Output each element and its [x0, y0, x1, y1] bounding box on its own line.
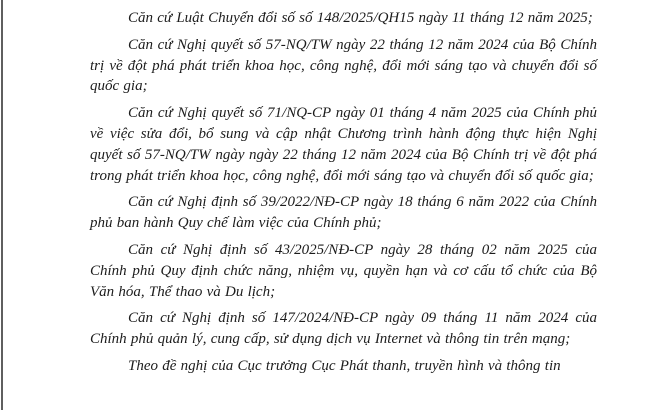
page-left-edge-line: [1, 0, 3, 410]
citation-resolution-57-nq-tw: Căn cứ Nghị quyết số 57-NQ/TW ngày 22 tháng 12 năm 2024 của Bộ Chính trị về đột phá phát triển khoa học, công nghệ, đổi mới sáng tạo và chuyển đổi số quốc gia;: [90, 36, 597, 95]
document-body: [90, 8, 597, 383]
citation-decree-147-2024: Căn cứ Nghị định số 147/2024/NĐ-CP ngày 09 tháng 11 năm 2024 của Chính phủ quản lý, cung cấp, sử dụng dịch vụ Internet và thông tin trên mạng;: [90, 310, 597, 348]
proposal-clause: Theo đề nghị của Cục trưởng Cục Phát thanh, truyền hình và thông tin: [128, 357, 561, 374]
citation-resolution-71-nq-cp: Căn cứ Nghị quyết số 71/NQ-CP ngày 01 tháng 4 năm 2025 của Chính phủ về việc sửa đổi, bổ sung và cập nhật Chương trình hành động thực hiện Nghị quyết số 57-NQ/TW ngày ngày 22 tháng 12 năm 2024 của Bộ Chính trị về đột phá trong phát triển khoa học, công nghệ, đổi mới sáng tạo và chuyển đổi số quốc gia;: [90, 105, 597, 184]
citation-decree-39-2022: Căn cứ Nghị định số 39/2022/NĐ-CP ngày 18 tháng 6 năm 2022 của Chính phủ ban hành Quy chế làm việc của Chính phủ;: [90, 194, 597, 232]
citation-decree-43-2025: Căn cứ Nghị định số 43/2025/NĐ-CP ngày 28 tháng 02 năm 2025 của Chính phủ Quy định chức năng, nhiệm vụ, quyền hạn và cơ cấu tổ chức của Bộ Văn hóa, Thể thao và Du lịch;: [90, 241, 597, 300]
citation-law-digital-transformation: Căn cứ Luật Chuyển đổi số số 148/2025/QH15 ngày 11 tháng 12 năm 2025;: [128, 10, 593, 26]
